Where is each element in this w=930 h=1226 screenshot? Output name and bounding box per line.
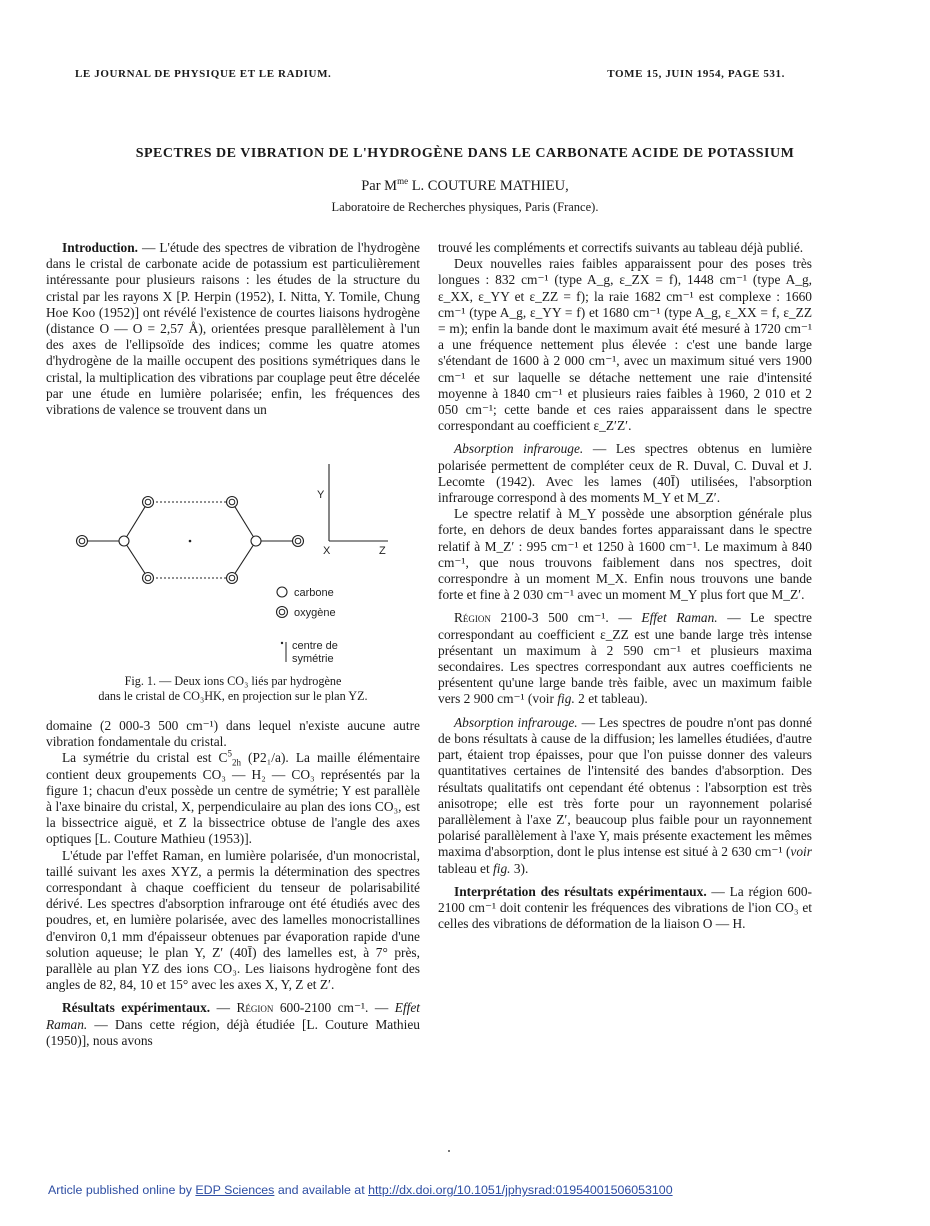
infrared-1-title: Absorption infrarouge.: [454, 441, 584, 457]
infrared-2-voir: voir: [790, 844, 812, 860]
author-line: [0, 178, 930, 195]
intro-paragraph: [46, 240, 420, 418]
paragraph-results: [46, 1000, 420, 1049]
paragraph-my-spectrum: Le spectre relatif à M_Y possède une absorption générale plus forte, en dehors de deux bandes fortes apparaissant dans le spectre relatif à M_Z′ : 995 cm⁻¹ et 1250 à 1600 cm⁻¹. Le maximum à 840 cm⁻¹, que nous trouvons faiblement dans nos spectres, doit correspondre à un moment M_X. Enfin nous trouvons une bande forte et fine à 2 030 cm⁻¹ avec un moment M_Y plus fort que M_Z′.: [438, 506, 812, 603]
legend-centre-1: centre de: [292, 640, 338, 652]
figure-1-diagram: [46, 462, 420, 674]
journal-header: LE JOURNAL DE PHYSIQUE ET LE RADIUM.: [75, 68, 332, 80]
axis-label-y: Y: [317, 489, 325, 501]
oxygen-atom: [293, 536, 304, 547]
paragraph-infrared-1: [438, 441, 812, 506]
paragraph-infrared-2: [438, 715, 812, 877]
infrared-2-end: 3).: [510, 860, 529, 876]
intro-heading: Introduction.: [62, 240, 139, 255]
paragraph-domain: domaine (2 000-3 500 cm⁻¹) dans lequel n'existe aucune autre vibration fondamentale du cristal.: [46, 718, 420, 750]
paragraph-region-2: [438, 610, 812, 707]
oxygen-atom: [143, 573, 154, 584]
legend-carbone: carbone: [294, 587, 334, 599]
interpretation-heading: Interprétation des résultats expérimentaux.: [454, 883, 707, 899]
oxygen-atom: [227, 497, 238, 508]
results-heading: Résultats expérimentaux.: [62, 1000, 211, 1016]
author-title-sup: me: [397, 176, 409, 187]
symmetry-sup: 5: [227, 748, 232, 759]
oxygen-atom: [227, 573, 238, 584]
stray-dot: [448, 1150, 450, 1152]
affiliation: Laboratoire de Recherches physiques, Paris (France).: [331, 200, 599, 214]
infrared-2-text: — Les spectres de poudre n'ont pas donné de bons résultats à cause de la diffusion; les lamelles étudiées, d'autre part, étaient trop épaisses, pour que l'on puisse donner des valeurs quantitatives certaines de l'intensité des bandes d'absorption. Des résultats qualitatifs ont cependant été obtenus : l'absorption est très anisotrope; elle est très forte pour un rayonnement polarisé parallèlement à l'axe Z′, beaucoup plus faible pour un rayonnement polarisé parallèlement à l'axe Y, mais présente exactement les mêmes maxima d'absorption, dont le plus intense est situé à 2 630 cm⁻¹ (: [438, 714, 813, 860]
region-2-range: 2100-3 500 cm⁻¹. —: [490, 610, 642, 626]
author-name: L. COUTURE MATHIEU,: [408, 178, 569, 194]
results-range: 600-2100 cm⁻¹. —: [273, 1000, 395, 1016]
caption-line-1: Fig. 1. — Deux ions CO₃ liés par hydrogène: [124, 674, 342, 688]
figure-1-caption: [46, 674, 420, 703]
results-text: — Dans cette région, déjà étudiée [L. Couture Mathieu (1950)], nous avons: [46, 1016, 420, 1048]
oxygen-atom: [77, 536, 88, 547]
doi-link[interactable]: http://dx.doi.org/10.1051/jphysrad:01954001506053100: [368, 1183, 673, 1197]
paragraph-new-lines: Deux nouvelles raies faibles apparaissent pour des poses très longues : 832 cm⁻¹ (type A_g, ε_ZX = f), 1448 cm⁻¹ (type A_g, ε_XX, ε_YY et ε_ZZ = f); la raie 1682 cm⁻¹ est complexe : 1660 cm⁻¹ (type A_g, ε_YY = f) et 1680 cm⁻¹ (type A_g, ε_XX = f, ε_ZZ = m); enfin la bande dont le maximum avait été mesuré à 1720 cm⁻¹ a une fréquence nettement plus élevée : c'est une bande large s'étendant de 1600 à 2 000 cm⁻¹, avec un maximum situé vers 1900 cm⁻¹ et sur laquelle se détache nettement une raie d'intensité moyenne à 1840 cm⁻¹ et plusieurs raies faibles à 1960, 2 010 et 2 050 cm⁻¹; cette bande et ces raies apparaissent dans le spectre correspondant au coefficient ε_Z′Z′.: [438, 256, 812, 434]
footer-text-mid: and available at: [274, 1183, 369, 1197]
bond-line: [124, 502, 148, 541]
infrared-2-mid: tableau et: [438, 860, 494, 876]
results-sep: —: [210, 1000, 237, 1016]
results-region-label: Région: [236, 1000, 274, 1016]
region-2-raman-label: Effet Raman.: [641, 610, 718, 626]
infrared-2-title: Absorption infrarouge.: [454, 714, 578, 730]
legend-centre-2: symétrie: [292, 653, 334, 665]
region-2-text: — Le spectre correspondant au coefficient ε_ZZ est une bande large très intense présentant un maximum à 2 590 cm⁻¹ et plusieurs maxima secondaires. Les spectres correspondant aux autres coefficients ne présentent qu'une large bande très faible, avec un maximum faible vers 2 900 cm⁻¹ (voir: [438, 610, 812, 707]
bond-line: [232, 502, 256, 541]
axis-label-z: Z: [379, 545, 386, 557]
symmetry-sub: 2h: [231, 758, 241, 769]
legend-carbon-symbol: [277, 587, 287, 597]
symmetry-text-a: La symétrie du cristal est C: [62, 750, 228, 766]
legend-oxygene: oxygène: [294, 607, 336, 619]
region-2-end: 2 et tableau).: [574, 691, 648, 707]
issue-header: TOME 15, JUIN 1954, PAGE 531.: [607, 68, 785, 80]
publication-footer: [48, 1183, 673, 1197]
paragraph-complements: trouvé les compléments et correctifs suivants au tableau déjà publié.: [438, 240, 804, 255]
oxygen-atom: [143, 497, 154, 508]
region-2-label: Région: [454, 610, 491, 626]
caption-line-2: dans le cristal de CO₃HK, en projection sur le plan YZ.: [98, 688, 368, 703]
symmetry-centre-point: [189, 540, 192, 543]
edp-sciences-link[interactable]: EDP Sciences: [195, 1183, 275, 1197]
paragraph-raman-study: L'étude par l'effet Raman, en lumière polarisée, d'un monocristal, taillé suivant les axes XYZ, a permis la détermination des spectres correspondant à chaque coefficient du tenseur de polarisabilité dérivé. Les spectres d'absorption infrarouge ont été étudiés avec des poudres, et, en lumière polarisée, avec des lamelles monocristallines d'environ 0,1 mm d'épaisseur obtenues par évaporation rapide d'une solution aqueuse; le plan Y, Z′ (40Ī) des lamelles est, à 7° près, parallèle au plan YZ des ions CO₃. Les liaisons hydrogène font des angles de 82, 84, 10 et 15° avec les axes X, Y, Z et Z′.: [46, 847, 420, 993]
infrared-2-fig-ref: fig.: [493, 860, 511, 876]
paragraph-symmetry: [46, 750, 420, 847]
intro-text: — L'étude des spectres de vibration de l'hydrogène dans le cristal de carbonate acide de potassium est particulièrement intéressante pour plusieurs raisons : les études de la structure du cristal par les rayons X [P. Herpin (1952), I. Nitta, Y. Tomile, Chung Hoe Koo (1952)] ont révélé l'existence de courtes liaisons hydrogène (distance O — O = 2,57 Å), orientées presque parallèlement à l'un des axes de l'ellipsoïde des indices; comme les quatre atomes d'hydrogène de la maille occupent des positions symétriques dans le cristal, la multiplication des vibrations par couplage peut être décelée par une étude en lumière polarisée; enfin, les fréquences des vibrations de valence se trouvent dans un: [46, 240, 420, 418]
carbon-atom: [251, 536, 261, 546]
infrared-1-text: — Les spectres obtenus en lumière polarisée permettent de compléter ceux de R. Duval, C. Duval et J. Lecomte (1942). Avec les lames (40Ī) utilisées, l'absorption infrarouge correspond à des moments M_Y et M_Z′.: [438, 441, 812, 506]
legend-centre-dot: [281, 642, 283, 644]
results-raman-label: Effet Raman.: [46, 1000, 420, 1032]
figure-1: [46, 462, 420, 674]
footer-text-pre: Article published online by: [48, 1183, 196, 1197]
symmetry-text-b: (P2₁/a). La maille élémentaire contient deux groupements CO₃ — H₂ — CO₃ représentés par la figure 1; chacun d'eux possède un centre de symétrie; Y est parallèle à l'axe binaire du cristal, X, perpendiculaire au plan des ions CO₃, est la bissectrice aiguë, et Z la bissectrice obtuse de l'angle des axes optiques [L. Couture Mathieu (1953)].: [46, 750, 420, 847]
article-title: SPECTRES DE VIBRATION DE L'HYDROGÈNE DANS LE CARBONATE ACIDE DE POTASSIUM: [135, 146, 795, 161]
left-column-bottom: [46, 718, 420, 1049]
author-prefix: Par M: [361, 178, 398, 194]
region-2-fig-ref: fig.: [557, 691, 575, 707]
carbon-atom: [119, 536, 129, 546]
interpretation-text: — La région 600-2100 cm⁻¹ doit contenir les fréquences des vibrations de l'ion CO₃ et celles des vibrations de déformation de la liaison O — H.: [438, 883, 812, 932]
legend-oxygen-symbol: [277, 607, 288, 618]
bond-line: [124, 541, 148, 578]
axis-label-x: X: [323, 545, 331, 557]
left-column-top: [46, 240, 420, 418]
right-column: [438, 240, 812, 932]
bond-line: [232, 541, 256, 578]
paragraph-interpretation: [438, 884, 812, 933]
